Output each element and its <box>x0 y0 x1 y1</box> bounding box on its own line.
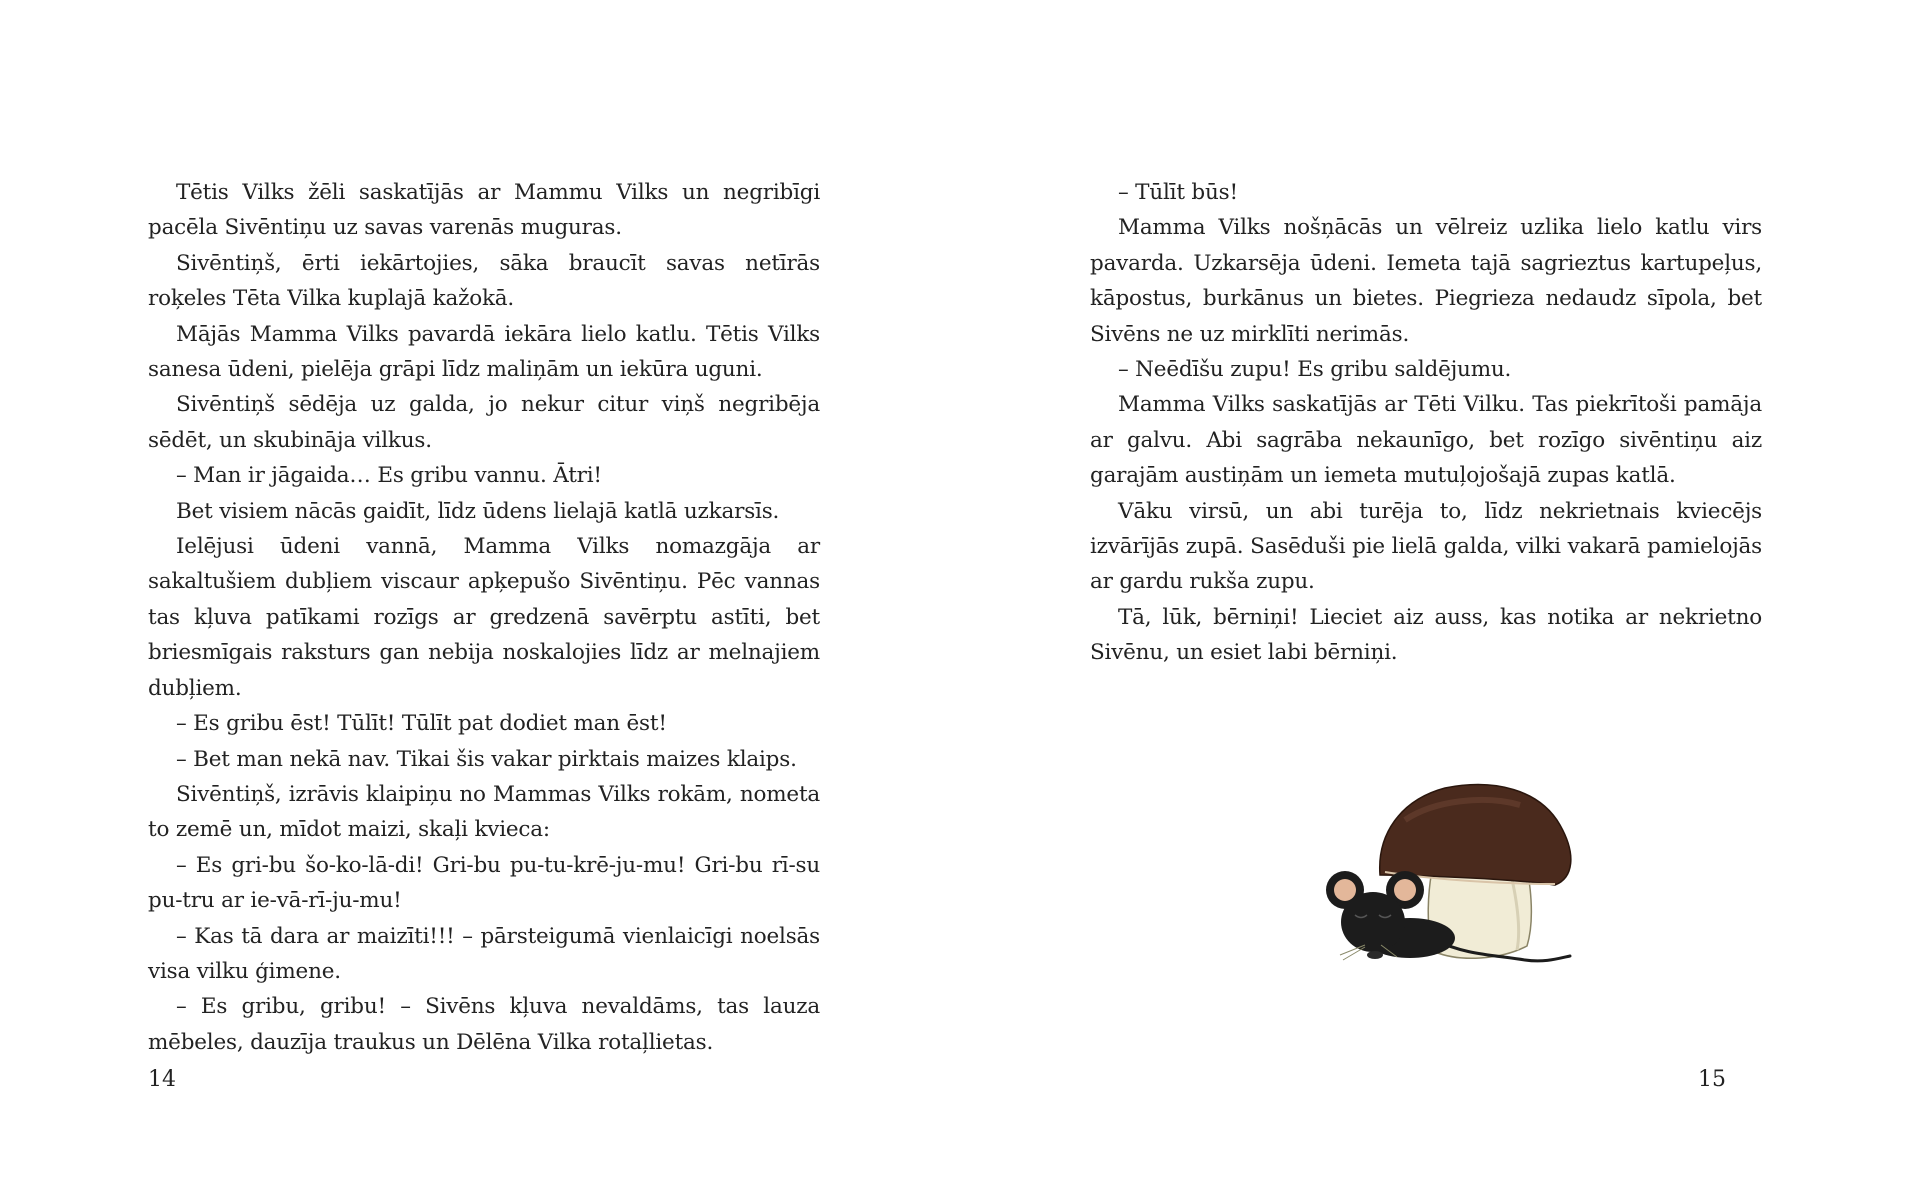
paragraph: Ielējusi ūdeni vannā, Mamma Vilks nomazgāja ar sakaltušiem dubļiem viscaur apķepušo Sivēntiņu. Pēc vannas tas kļuva patīkami rozīgs ar gredzenā savērptu astīti, bet briesmīgais raksturs gan nebija noskalojies līdz ar melnajiem dubļiem. <box>148 534 820 701</box>
dialogue-line: – Es gri-bu šo-ko-lā-di! Gri-bu pu-tu-krē-ju-mu! Gri-bu rī-su pu-tru ar ie-vā-rī-ju-mu! <box>148 852 820 914</box>
mouse-under-mushroom-illustration <box>1285 760 1585 980</box>
dialogue-line: – Kas tā dara ar maizīti!!! – pārsteigumā vienlaicīgi noelsās visa vilku ģimene. <box>148 923 820 984</box>
paragraph: Mājās Mamma Vilks pavardā iekāra lielo katlu. Tētis Vilks sanesa ūdeni, pielēja grāpi līdz maliņām un iekūra uguni. <box>148 321 820 383</box>
paragraph: Mamma Vilks nošņācās un vēlreiz uzlika lielo katlu virs pavarda. Uzkarsēja ūdeni. Iemeta tajā sagrieztus kartupeļus, kāpostus, burkānus un bietes. Piegrieza nedaudz sīpola, bet Sivēns ne uz mirklīti nerimās. <box>1090 215 1762 347</box>
paragraph: Sivēntiņš, izrāvis klaipiņu no Mammas Vilks rokām, nometa to zemē un, mīdot maizi, skaļi kvieca: <box>148 781 820 843</box>
dialogue-line: – Neēdīšu zupu! Es gribu saldējumu. <box>1118 357 1512 383</box>
right-page <box>960 0 1920 1204</box>
page-number-left: 14 <box>148 1067 176 1092</box>
dialogue-line: – Bet man nekā nav. Tikai šis vakar pirktais maizes klaips. <box>176 746 797 772</box>
left-page-text <box>148 175 820 1060</box>
dialogue-line: – Es gribu, gribu! – Sivēns kļuva nevaldāms, tas lauza mēbeles, dauzīja traukus un Dēlēna Vilka rotaļlietas. <box>148 994 820 1055</box>
paragraph: Mamma Vilks saskatījās ar Tēti Vilku. Tas piekrītoši pamāja ar galvu. Abi sagrāba nekaunīgo, bet rozīgo sivēntiņu aiz garajām austiņām un iemeta mutuļojošajā zupas katlā. <box>1090 392 1762 489</box>
paragraph: Sivēntiņš, ērti iekārtojies, sāka braucīt savas netīrās roķeles Tēta Vilka kuplajā kažokā. <box>148 250 820 312</box>
paragraph: Sivēntiņš sēdēja uz galda, jo nekur citur viņš negribēja sēdēt, un skubināja vilkus. <box>148 392 820 453</box>
dialogue-line: – Tūlīt būs! <box>1118 180 1238 205</box>
page-number-right: 15 <box>1698 1067 1726 1092</box>
dialogue-line: – Man ir jāgaida… Es gribu vannu. Ātri! <box>176 463 602 489</box>
paragraph: Vāku virsū, un abi turēja to, līdz nekrietnais kviecējs izvārījās zupā. Sasēduši pie lielā galda, vilki vakarā pamielojās ar gardu rukša zupu. <box>1090 498 1762 595</box>
paragraph: Bet visiem nācās gaidīt, līdz ūdens lielajā katlā uzkarsīs. <box>176 498 780 524</box>
paragraph: Tā, lūk, bērniņi! Lieciet aiz auss, kas notika ar nekrietno Sivēnu, un esiet labi bērniņi. <box>1090 604 1762 666</box>
paragraph: Tētis Vilks žēli saskatījās ar Mammu Vilks un negribīgi pacēla Sivēntiņu uz savas varenās muguras. <box>148 180 820 241</box>
right-page-text <box>1090 175 1762 671</box>
dialogue-line: – Es gribu ēst! Tūlīt! Tūlīt pat dodiet man ēst! <box>176 711 667 737</box>
mouse-head <box>1341 892 1405 952</box>
